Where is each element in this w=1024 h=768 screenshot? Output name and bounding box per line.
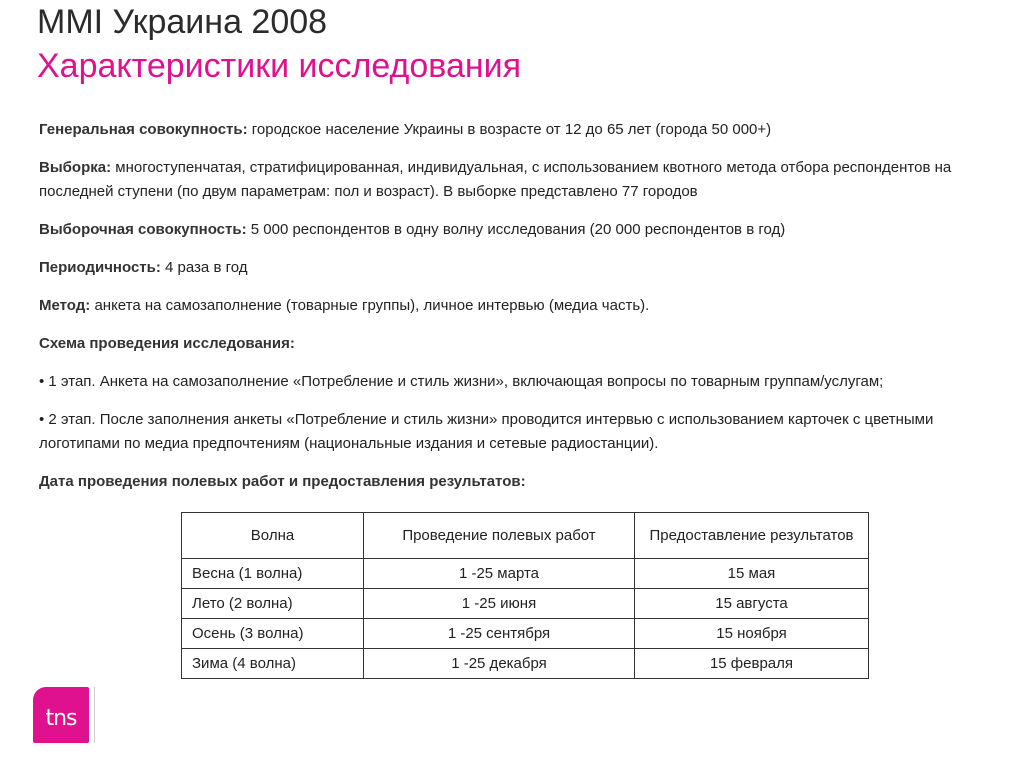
population-paragraph (39, 118, 1009, 142)
wave-cell: Зима (4 волна) (182, 649, 364, 679)
sampling-paragraph (39, 156, 1009, 204)
schedule-table (181, 512, 869, 679)
page-title: MMI Украина 2008 (37, 3, 328, 41)
sample-size-paragraph (39, 218, 1009, 242)
wave-cell: Весна (1 волна) (182, 559, 364, 589)
step-1-item: • 1 этап. Анкета на самозаполнение «Потребление и стиль жизни», включающая вопросы по товарным группам/услугам; (39, 373, 884, 390)
fieldwork-cell: 1 -25 марта (364, 559, 635, 589)
sample-size-label: Выборочная совокупность: (39, 221, 247, 238)
wave-cell: Осень (3 волна) (182, 619, 364, 649)
sample-size-text: 5 000 респондентов в одну волну исследования (20 000 респондентов в год) (250, 221, 786, 238)
scheme-heading-paragraph (39, 332, 1009, 356)
method-label: Метод: (39, 297, 91, 314)
logo-divider (94, 687, 95, 743)
tns-logo (33, 687, 89, 743)
results-cell: 15 мая (635, 559, 869, 589)
population-label: Генеральная совокупность: (39, 121, 248, 138)
step-2-item: • 2 этап. После заполнения анкеты «Потребление и стиль жизни» проводится интервью с использованием карточек с цветными логотипами по медиа предпочтениям (национальные издания и сетевые радиостанции). (39, 411, 934, 452)
scheme-heading: Схема проведения исследования: (39, 335, 295, 352)
study-characteristics (39, 118, 1009, 508)
table-row (182, 559, 869, 589)
results-cell: 15 февраля (635, 649, 869, 679)
column-header-results: Предоставление результатов (635, 513, 869, 559)
dates-heading-paragraph (39, 470, 1009, 494)
fieldwork-cell: 1 -25 июня (364, 589, 635, 619)
fieldwork-cell: 1 -25 сентября (364, 619, 635, 649)
column-header-fieldwork: Проведение полевых работ (364, 513, 635, 559)
frequency-label: Периодичность: (39, 259, 161, 276)
fieldwork-cell: 1 -25 декабря (364, 649, 635, 679)
results-cell: 15 ноября (635, 619, 869, 649)
tns-logo-text: tns (45, 705, 77, 731)
frequency-text: 4 раза в год (165, 259, 248, 276)
sampling-label: Выборка: (39, 159, 112, 176)
population-text: городское население Украины в возрасте от 12 до 65 лет (города 50 000+) (251, 121, 772, 138)
frequency-paragraph (39, 256, 1009, 280)
method-paragraph (39, 294, 1009, 318)
column-header-wave: Волна (182, 513, 364, 559)
dates-heading: Дата проведения полевых работ и предоставления результатов: (39, 473, 526, 490)
table-row (182, 649, 869, 679)
table-header-row (182, 513, 869, 559)
page-subtitle: Характеристики исследования (37, 47, 522, 85)
results-cell: 15 августа (635, 589, 869, 619)
table-row (182, 619, 869, 649)
method-text: анкета на самозаполнение (товарные группы), личное интервью (медиа часть). (94, 297, 650, 314)
table-row (182, 589, 869, 619)
wave-cell: Лето (2 волна) (182, 589, 364, 619)
sampling-text: многоступенчатая, стратифицированная, индивидуальная, с использованием квотного метода отбора респондентов на последней ступени (по двум параметрам: пол и возраст). В выборке представлено 77 городов (39, 159, 952, 200)
